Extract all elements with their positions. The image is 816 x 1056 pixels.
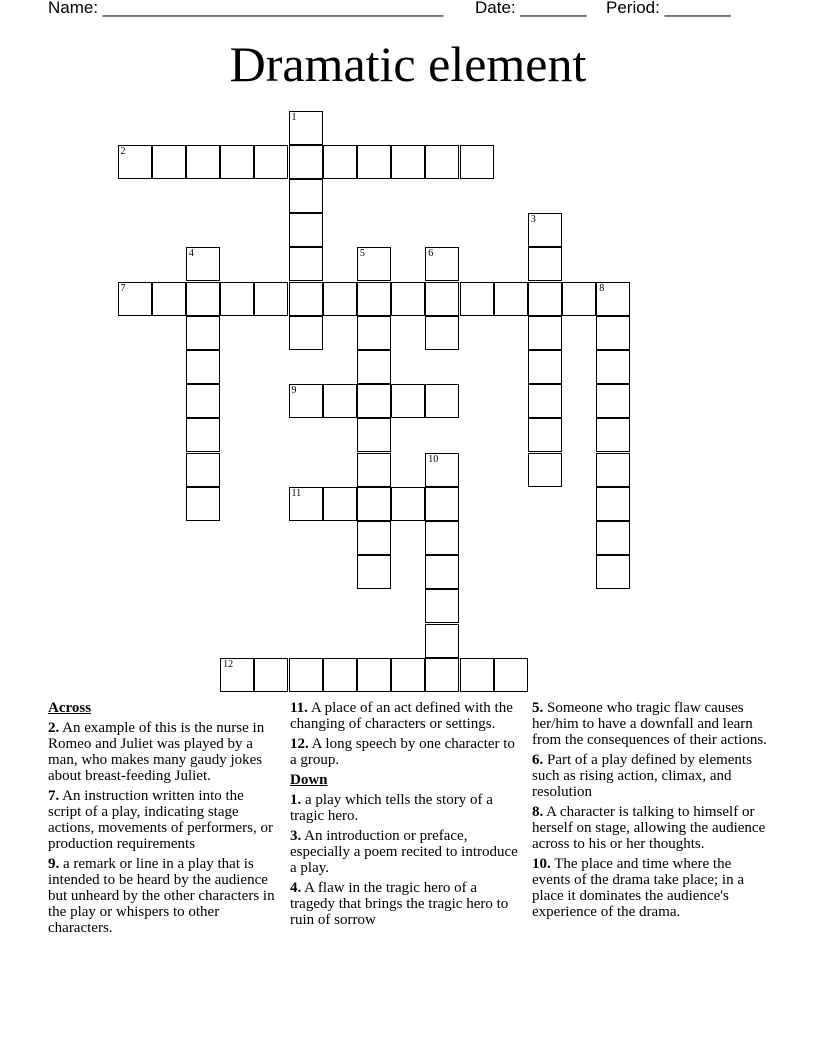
grid-cell[interactable] [254, 145, 288, 179]
clue-text: A long speech by one character to a group. [290, 736, 515, 768]
grid-cell[interactable] [357, 350, 391, 384]
grid-cell[interactable] [323, 145, 357, 179]
clue-number: 6 [428, 248, 434, 260]
grid-cell[interactable] [254, 282, 288, 316]
clue-item [290, 700, 520, 732]
grid-cell[interactable] [460, 282, 494, 316]
clue-item [532, 752, 768, 800]
grid-cell[interactable] [289, 316, 323, 350]
clue-number-label: 11. [290, 700, 308, 716]
grid-cell[interactable] [289, 384, 323, 418]
clue-item [48, 720, 280, 784]
grid-cell[interactable] [357, 555, 391, 589]
grid-cell[interactable] [289, 111, 323, 145]
clue-item [532, 700, 768, 748]
grid-cell[interactable] [289, 658, 323, 692]
grid-cell[interactable] [186, 145, 220, 179]
clue-text: A character is talking to himself or herself on stage, allowing the audience across to his or her thoughts. [532, 804, 766, 852]
clue-text: The place and time where the events of the drama take place; in a place it dominates the audience's experience of the drama. [532, 856, 744, 920]
grid-cell[interactable] [425, 384, 459, 418]
date-field-label: Date: _______ [475, 0, 587, 17]
grid-cell[interactable] [289, 179, 323, 213]
grid-cell[interactable] [596, 418, 630, 452]
grid-cell[interactable] [357, 418, 391, 452]
grid-cell[interactable] [186, 384, 220, 418]
grid-cell[interactable] [152, 145, 186, 179]
grid-cell[interactable] [596, 384, 630, 418]
grid-cell[interactable] [528, 350, 562, 384]
clue-text: Someone who tragic flaw causes her/him to have a downfall and learn from the consequences of their actions. [532, 700, 767, 748]
clue-item [290, 792, 520, 824]
clue-item [48, 788, 280, 852]
grid-cell[interactable] [289, 145, 323, 179]
clue-number-label: 1. [290, 792, 302, 808]
clue-section-heading: Down [290, 772, 328, 788]
grid-cell[interactable] [425, 589, 459, 623]
grid-cell[interactable] [289, 213, 323, 247]
grid-cell[interactable] [323, 282, 357, 316]
grid-cell[interactable] [528, 453, 562, 487]
clue-text: a play which tells the story of a tragic hero. [290, 792, 493, 824]
grid-cell[interactable] [289, 487, 323, 521]
clue-number-label: 10. [532, 856, 551, 872]
clue-text: An example of this is the nurse in Romeo and Juliet was played by a man, who makes many gaudy jokes about breast-feeding Juliet. [48, 720, 265, 784]
clue-number-label: 9. [48, 856, 60, 872]
clues-column-2 [290, 700, 520, 932]
grid-cell[interactable] [186, 453, 220, 487]
period-field-label: Period: _______ [606, 0, 731, 17]
grid-cell[interactable] [118, 145, 152, 179]
grid-cell[interactable] [391, 658, 425, 692]
grid-cell[interactable] [391, 384, 425, 418]
grid-cell[interactable] [357, 316, 391, 350]
grid-cell[interactable] [186, 282, 220, 316]
grid-cell[interactable] [425, 145, 459, 179]
grid-cell[interactable] [357, 282, 391, 316]
grid-cell[interactable] [596, 282, 630, 316]
grid-cell[interactable] [289, 247, 323, 281]
clue-text: A place of an act defined with the changing of characters or settings. [290, 700, 513, 732]
grid-cell[interactable] [494, 658, 528, 692]
clue-text: Part of a play defined by elements such as rising action, climax, and resolution [532, 752, 752, 800]
grid-cell[interactable] [254, 658, 288, 692]
grid-cell[interactable] [357, 384, 391, 418]
grid-cell[interactable] [186, 418, 220, 452]
clue-number: 12 [223, 658, 234, 670]
grid-cell[interactable] [425, 453, 459, 487]
page-title: Dramatic element [229, 36, 587, 92]
grid-cell[interactable] [528, 316, 562, 350]
grid-cell[interactable] [596, 487, 630, 521]
clue-number-label: 4. [290, 880, 302, 896]
grid-cell[interactable] [186, 316, 220, 350]
grid-cell[interactable] [323, 487, 357, 521]
grid-cell[interactable] [425, 247, 459, 281]
grid-cell[interactable] [596, 453, 630, 487]
grid-cell[interactable] [425, 282, 459, 316]
grid-cell[interactable] [425, 521, 459, 555]
grid-cell[interactable] [391, 487, 425, 521]
grid-cell[interactable] [494, 282, 528, 316]
clue-number: 8 [599, 282, 605, 294]
name-field-label: Name: ____________________________________ [48, 0, 444, 17]
clue-item [290, 880, 520, 928]
grid-cell[interactable] [562, 282, 596, 316]
clues-column-1 [48, 700, 280, 940]
grid-cell[interactable] [425, 658, 459, 692]
grid-cell[interactable] [357, 487, 391, 521]
grid-cell[interactable] [186, 487, 220, 521]
grid-cell[interactable] [425, 555, 459, 589]
grid-cell[interactable] [152, 282, 186, 316]
grid-cell[interactable] [596, 316, 630, 350]
clue-number-label: 5. [532, 700, 544, 716]
clue-item [290, 828, 520, 876]
grid-cell[interactable] [391, 145, 425, 179]
clue-number: 5 [359, 248, 365, 260]
grid-cell[interactable] [391, 282, 425, 316]
grid-cell[interactable] [528, 384, 562, 418]
clue-item [532, 804, 768, 852]
grid-cell[interactable] [357, 145, 391, 179]
grid-cell[interactable] [596, 555, 630, 589]
grid-cell[interactable] [357, 247, 391, 281]
grid-cell[interactable] [289, 282, 323, 316]
clue-section-heading: Across [48, 700, 92, 716]
clue-number: 10 [428, 453, 439, 465]
clue-text: An introduction or preface, especially a poem recited to introduce a play. [290, 828, 518, 876]
clue-number-label: 8. [532, 804, 544, 820]
clue-number: 2 [120, 145, 126, 157]
grid-cell[interactable] [357, 453, 391, 487]
grid-cell[interactable] [528, 213, 562, 247]
clue-number: 3 [530, 214, 536, 226]
grid-cell[interactable] [528, 418, 562, 452]
grid-cell[interactable] [220, 658, 254, 692]
clue-item [290, 736, 520, 768]
grid-cell[interactable] [460, 145, 494, 179]
clue-number: 1 [291, 111, 297, 123]
clue-number-label: 12. [290, 736, 309, 752]
clue-number: 4 [188, 248, 194, 260]
clue-number: 9 [291, 385, 297, 397]
grid-cell[interactable] [425, 487, 459, 521]
clue-number-label: 7. [48, 788, 60, 804]
clue-item [532, 856, 768, 920]
clue-number-label: 6. [532, 752, 544, 768]
grid-cell[interactable] [425, 624, 459, 658]
clue-number: 11 [291, 487, 302, 499]
grid-cell[interactable] [186, 350, 220, 384]
grid-cell[interactable] [528, 247, 562, 281]
grid-cell[interactable] [220, 145, 254, 179]
grid-cell[interactable] [528, 282, 562, 316]
grid-cell[interactable] [357, 521, 391, 555]
grid-cell[interactable] [118, 282, 152, 316]
grid-cell[interactable] [357, 658, 391, 692]
clue-number: 7 [120, 282, 126, 294]
clue-text: A flaw in the tragic hero of a tragedy that brings the tragic hero to ruin of sorrow [290, 880, 509, 928]
grid-cell[interactable] [425, 316, 459, 350]
clue-number-label: 3. [290, 828, 302, 844]
grid-cell[interactable] [220, 282, 254, 316]
clue-text: An instruction written into the script of a play, indicating stage actions, movements of performers, or production requirements [48, 788, 273, 852]
grid-cell[interactable] [460, 658, 494, 692]
grid-cell[interactable] [186, 247, 220, 281]
grid-cell[interactable] [596, 350, 630, 384]
grid-cell[interactable] [323, 384, 357, 418]
grid-cell[interactable] [323, 658, 357, 692]
clues-column-3 [532, 700, 768, 924]
clue-text: a remark or line in a play that is intended to be heard by the audience but unheard by the other characters in the play or whispers to other characters. [48, 856, 275, 936]
clue-item [48, 856, 280, 936]
clue-number-label: 2. [48, 720, 60, 736]
grid-cell[interactable] [596, 521, 630, 555]
